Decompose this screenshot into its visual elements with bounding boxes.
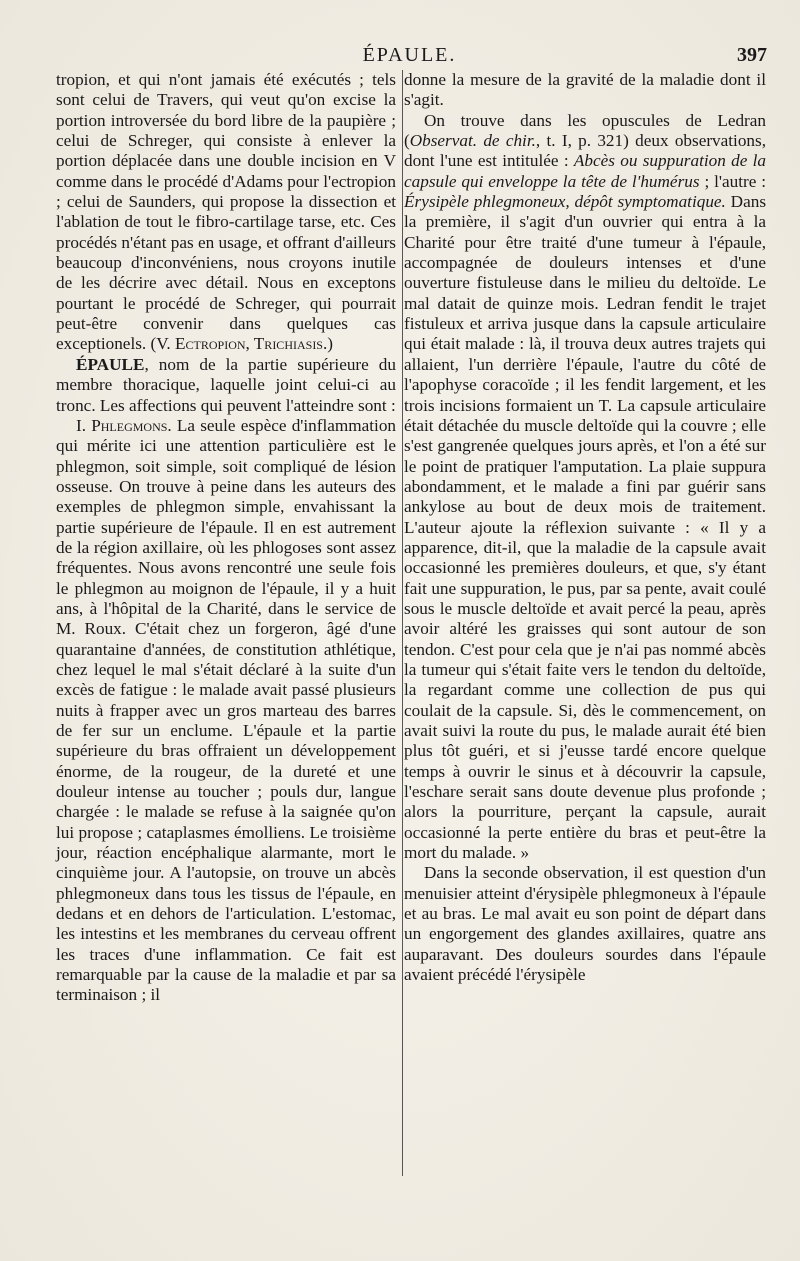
paragraph: donne la mesure de la gravité de la maladie dont il s'agit. [404, 70, 766, 110]
paragraph-ledran: On trouve dans les opuscules de Ledran (Observat. de chir., t. I, p. 321) deux observations, dont l'une est intitulée : Abcès ou suppuration de la capsule qui enveloppe la tête de l'humérus ; l'autre : Érysipèle phlegmoneux, dépôt symptomatique. Dans la première, il s'agit d'un ouvrier qui entra à la Charité pour être traité d'une tumeur à l'épaule, accompagnée de douleurs intenses et d'une ouverture fistuleuse dans le milieu du deltoïde. Le mal datait de quinze mois. Ledran fendit le trajet fistuleux et arriva jusque dans la capsule articulaire qui était malade : là, il trouva deux autres trajets qui allaient, l'un derrière l'épaule, l'autre du côté de l'apophyse coracoïde ; il les fendit largement, et les trois incisions formaient un T. La capsule articulaire était détachée du muscle deltoïde qui la couvre ; elle s'est gangrenée quelques jours après, et l'on a été sur le point de pratiquer l'amputation. La plaie suppura abondamment, et le malade a fini par guérir sans ankylose au bout de deux mois de traitement. L'auteur ajoute la réflexion suivante : « Il y a apparence, dit-il, que la maladie de la capsule avait occasionné les premières douleurs, et que, s'y étant fait une suppuration, le pus, par sa pente, avait coulé sous le muscle deltoïde et avait percé la peau, après avoir altéré les graisses qui sont autour de son tendon. C'est pour cela que je n'ai pas nommé abcès la tumeur qui s'était faite vers le tendon du deltoïde, la regardant comme une collection de pus qui coulait de la capsule. Si, dès le commencement, on avait suivi la route du pus, le malade aurait été bien plus tôt guéri, et si j'eusse tardé encore quelque temps à ouvrir le sinus et à découvrir la capsule, l'eschare serait sans doute devenue plus profonde ; alors la pourriture, perçant la capsule, aurait occasionné la perte entière du bras et peut-être la mort du malade. » [404, 110, 767, 863]
right-column [404, 70, 766, 985]
observation-title: Abcès ou suppuration de la capsule qui enveloppe la tête de l'humérus [404, 151, 767, 191]
observation-title: Érysipèle phlegmoneux, dépôt symptomatique. [404, 192, 726, 212]
citation: Observat. de chir. [409, 131, 536, 151]
cross-reference: V. Ectropion, Trichiasis. [156, 334, 328, 354]
page-number: 397 [737, 44, 767, 66]
article-headword: ÉPAULE [76, 354, 145, 374]
paragraph-second-observation: Dans la seconde observation, il est question d'un menuisier atteint d'érysipèle phlegmoneux à l'épaule et au bras. Le mal avait eu son point de départ dans un engorgement des glandes axillaires, quatre ans auparavant. Des douleurs sourdes dans l'épaule avaient précédé l'érysipèle [404, 863, 766, 985]
paragraph: tropion, et qui n'ont jamais été exécutés ; tels sont celui de Travers, qui veut qu'on excise la portion introversée du bord libre de la paupière ; celui de Schreger, qui consiste à enlever la portion déplacée dans une double incision en V comme dans le procédé d'Adams pour l'ectropion ; celui de Saunders, qui propose la dissection et l'ablation de tout le fibro-cartilage tarse, etc. Ces procédés n'étant pas en usage, et offrant d'ailleurs beaucoup d'inconvéniens, nous croyons inutile de les décrire avec détail. Nous en exceptons pourtant le procédé de Schreger, qui pourrait peut-être convenir dans quelques cas exceptionels. (V. Ectropion, Trichiasis.) [56, 70, 396, 354]
running-head: ÉPAULE. [362, 44, 457, 66]
section-phlegmons: I. Phlegmons. La seule espèce d'inflammation qui mérite ici une attention particulière est le phlegmon, soit simple, soit compliqué de lésion osseuse. On trouve à peine dans les auteurs des exemples de phlegmon simple, envahissant la partie supérieure de l'épaule. Il en est autrement de la région axillaire, où les phlogoses sont assez fréquentes. Nous avons rencontré une seule fois le phlegmon au moignon de l'épaule, il y a huit ans, à l'hôpital de la Charité, dans le service de M. Roux. C'était chez un forgeron, âgé d'une quarantaine d'années, de constitution athlétique, chez lequel le mal s'était déclaré à la suite d'un excès de fatigue : le malade avait passé plusieurs nuits à frapper avec un gros marteau des barres de fer sur un enclume. L'épaule et la partie supérieure du bras offraient un développement énorme, de la rougeur, de la dureté et une douleur intense au toucher ; pouls dur, langue chargée : le malade se refuse à la saignée qu'on lui propose ; cataplasmes émolliens. Le troisième jour, réaction encéphalique alarmante, mort le cinquième jour. A l'autopsie, on trouve un abcès phlegmoneux dans tous les tissus de l'épaule, en dedans et en dehors de l'articulation. L'estomac, les intestins et les membranes du cerveau offrent les traces d'une inflammation. Ce fait est remarquable par la cause de la maladie et par sa terminaison ; il [56, 415, 397, 1005]
section-heading: I. Phlegmons. [76, 415, 172, 435]
page-header [52, 44, 767, 70]
left-column [56, 70, 403, 1176]
article-entry-epaule: ÉPAULE, nom de la partie supérieure du membre thoracique, laquelle joint celui-ci au tronc. Les affections qui peuvent l'atteindre sont : [56, 354, 396, 415]
